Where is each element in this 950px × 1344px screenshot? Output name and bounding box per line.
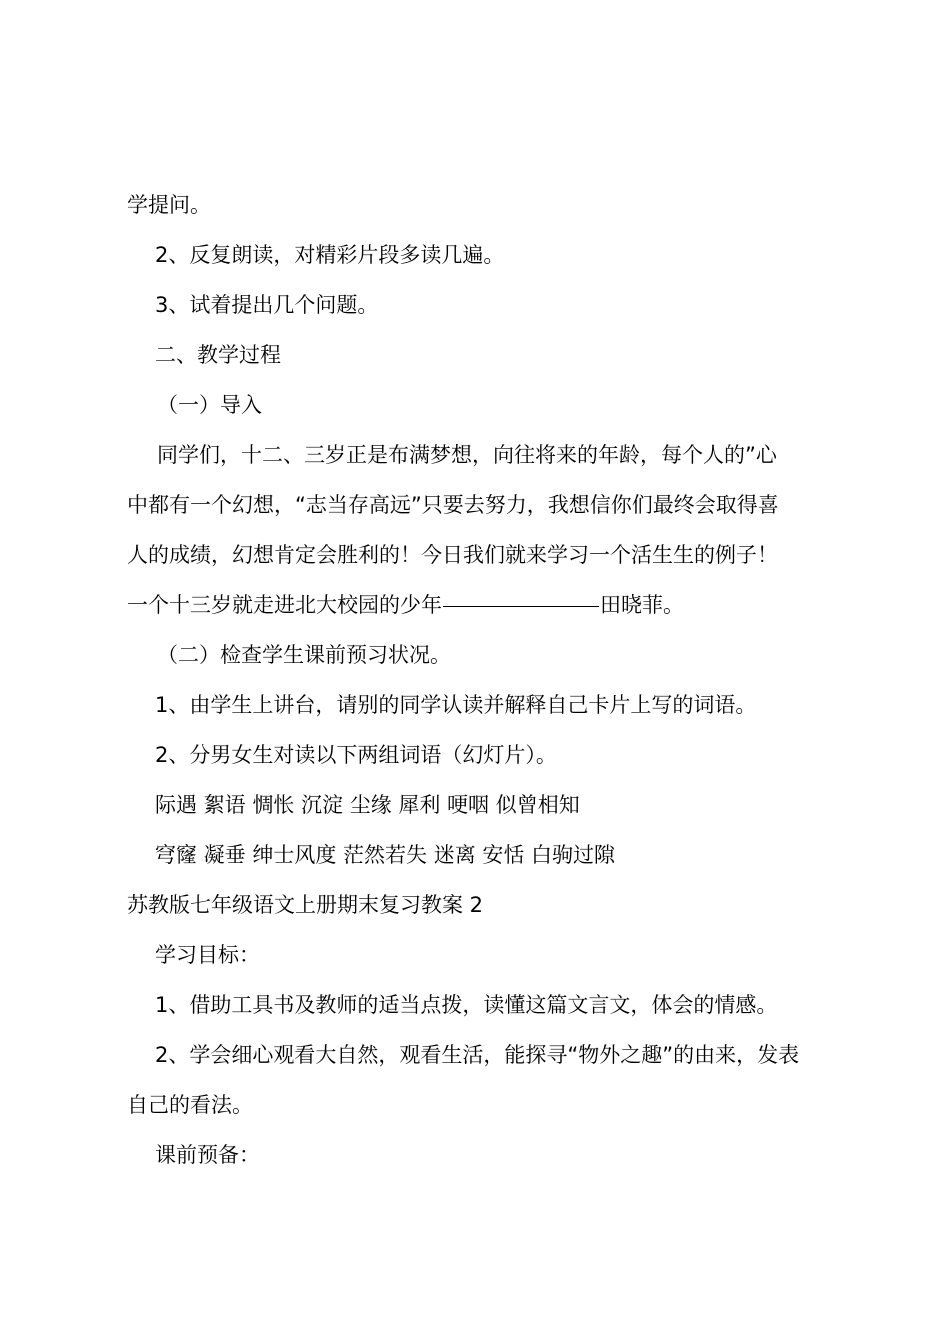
document-title: 苏教版七年级语文上册期末复习教案 2 [127, 893, 484, 917]
subsection-heading: （二）检查学生课前预习状况。 [157, 643, 451, 667]
list-item: 2、学会细心观看大自然，观看生活，能探寻“物外之趣”的由来，发表 [155, 1043, 800, 1067]
list-item: 2、反复朗读，对精彩片段多读几遍。 [155, 243, 505, 267]
vocabulary-row: 际遇 絮语 惆怅 沉淀 尘缘 犀利 哽咽 似曾相知 [155, 793, 580, 817]
section-heading: 二、教学过程 [155, 343, 281, 367]
list-item: 1、由学生上讲台，请别的同学认读并解释自己卡片上写的词语。 [155, 693, 757, 717]
paragraph-line: 人的成绩，幻想肯定会胜利的！今日我们就来学习一个活生生的例子！ [127, 543, 778, 567]
list-item: 1、借助工具书及教师的适当点拨，读懂这篇文言文，体会的情感。 [155, 993, 778, 1017]
paragraph-line: 中都有一个幻想，“志当存高远”只要去努力，我想信你们最终会取得喜 [127, 493, 779, 517]
paragraph-line: 学提问。 [127, 193, 211, 217]
paragraph-line: 自己的看法。 [127, 1093, 253, 1117]
subsection-heading: （一）导入 [157, 393, 262, 417]
paragraph-text: 一个十三岁就走进北大校园的少年 [127, 593, 442, 617]
list-item: 3、试着提出几个问题。 [155, 293, 379, 317]
list-item: 2、分男女生对读以下两组词语（幻灯片）。 [155, 743, 557, 767]
paragraph-text: 田晓菲。 [600, 593, 684, 617]
vocabulary-row: 穹窿 凝垂 绅士风度 茫然若失 迷离 安恬 白驹过隙 [155, 843, 616, 867]
em-dash-rule [443, 606, 599, 607]
section-heading: 课前预备： [155, 1143, 260, 1167]
section-heading: 学习目标： [155, 943, 260, 967]
document-page [127, 180, 833, 1180]
paragraph-line: 同学们，十二、三岁正是布满梦想，向往将来的年龄，每个人的”心 [157, 443, 777, 467]
paragraph-line [127, 580, 833, 630]
